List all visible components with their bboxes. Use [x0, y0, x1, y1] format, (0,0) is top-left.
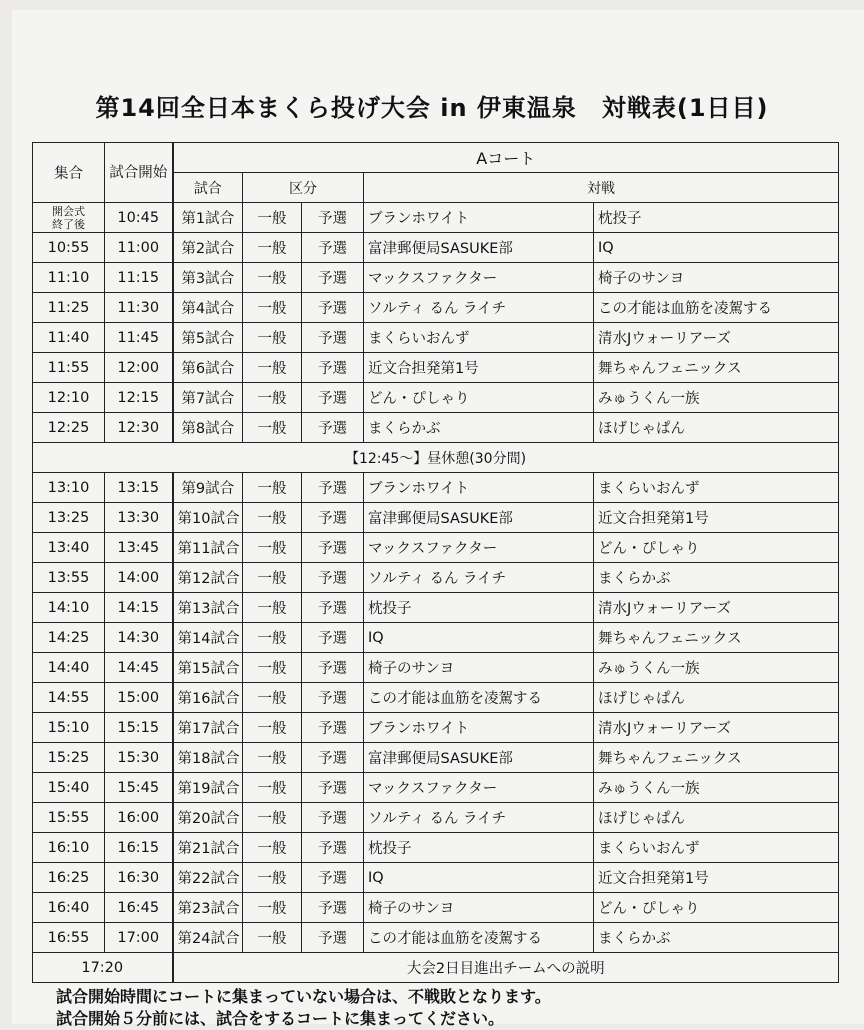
round: 予選 — [302, 203, 364, 233]
team-1: 富津郵便局SASUKE部 — [364, 503, 594, 533]
round: 予選 — [302, 233, 364, 263]
header-match: 試合 — [173, 173, 243, 203]
team-1: ブランホワイト — [364, 713, 594, 743]
gather-time: 15:40 — [33, 773, 105, 803]
closing-time: 17:20 — [33, 953, 173, 983]
start-time: 11:45 — [105, 323, 173, 353]
team-1: 近文合担発第1号 — [364, 353, 594, 383]
match-number: 第4試合 — [173, 293, 243, 323]
match-number: 第10試合 — [173, 503, 243, 533]
team-2: みゅうくん一族 — [594, 383, 839, 413]
round: 予選 — [302, 803, 364, 833]
gather-time: 14:10 — [33, 593, 105, 623]
team-1: この才能は血筋を凌駕する — [364, 923, 594, 953]
category: 一般 — [243, 803, 302, 833]
match-row — [33, 383, 839, 413]
match-row — [33, 503, 839, 533]
start-time: 13:45 — [105, 533, 173, 563]
team-2: ほげじゃぱん — [594, 413, 839, 443]
category: 一般 — [243, 353, 302, 383]
team-2: どん・ぴしゃり — [594, 533, 839, 563]
team-1: マックスファクター — [364, 773, 594, 803]
category: 一般 — [243, 593, 302, 623]
category: 一般 — [243, 233, 302, 263]
gather-time: 12:25 — [33, 413, 105, 443]
gather-time: 12:10 — [33, 383, 105, 413]
team-2: まくらかぶ — [594, 923, 839, 953]
gather-time: 14:25 — [33, 623, 105, 653]
afternoon-rows — [33, 473, 839, 953]
team-2: 舞ちゃんフェニックス — [594, 743, 839, 773]
match-row — [33, 263, 839, 293]
match-row — [33, 713, 839, 743]
match-row — [33, 893, 839, 923]
match-row — [33, 203, 839, 233]
team-2: 近文合担発第1号 — [594, 503, 839, 533]
match-row — [33, 803, 839, 833]
category: 一般 — [243, 623, 302, 653]
lunch-break-label: 【12:45～】昼休憩(30分間) — [33, 443, 839, 473]
start-time: 14:15 — [105, 593, 173, 623]
header-gather: 集合 — [33, 143, 105, 203]
category: 一般 — [243, 323, 302, 353]
team-1: マックスファクター — [364, 533, 594, 563]
match-number: 第23試合 — [173, 893, 243, 923]
start-time: 11:15 — [105, 263, 173, 293]
gather-time: 15:25 — [33, 743, 105, 773]
category: 一般 — [243, 683, 302, 713]
team-2: まくらかぶ — [594, 563, 839, 593]
closing-text: 大会2日目進出チームへの説明 — [173, 953, 839, 983]
team-2: 近文合担発第1号 — [594, 863, 839, 893]
match-number: 第7試合 — [173, 383, 243, 413]
team-1: 富津郵便局SASUKE部 — [364, 743, 594, 773]
match-number: 第24試合 — [173, 923, 243, 953]
gather-time: 10:55 — [33, 233, 105, 263]
match-number: 第13試合 — [173, 593, 243, 623]
gather-time: 14:55 — [33, 683, 105, 713]
match-row — [33, 233, 839, 263]
team-2: 枕投子 — [594, 203, 839, 233]
start-time: 16:00 — [105, 803, 173, 833]
gather-time: 13:25 — [33, 503, 105, 533]
gather-time: 16:55 — [33, 923, 105, 953]
gather-time: 16:10 — [33, 833, 105, 863]
match-number: 第9試合 — [173, 473, 243, 503]
gather-time: 11:40 — [33, 323, 105, 353]
category: 一般 — [243, 653, 302, 683]
round: 予選 — [302, 353, 364, 383]
round: 予選 — [302, 623, 364, 653]
match-number: 第14試合 — [173, 623, 243, 653]
category: 一般 — [243, 293, 302, 323]
gather-time: 15:55 — [33, 803, 105, 833]
lunch-break-row — [33, 443, 839, 473]
match-row — [33, 683, 839, 713]
schedule-table — [32, 142, 839, 983]
gather-time: 13:55 — [33, 563, 105, 593]
category: 一般 — [243, 863, 302, 893]
match-row — [33, 773, 839, 803]
category: 一般 — [243, 743, 302, 773]
round: 予選 — [302, 323, 364, 353]
team-1: ソルティ るん ライチ — [364, 293, 594, 323]
match-row — [33, 473, 839, 503]
team-2: みゅうくん一族 — [594, 773, 839, 803]
team-2: IQ — [594, 233, 839, 263]
team-1: IQ — [364, 623, 594, 653]
gather-time: 11:55 — [33, 353, 105, 383]
team-2: この才能は血筋を凌駕する — [594, 293, 839, 323]
team-2: 清水Jウォーリアーズ — [594, 593, 839, 623]
round: 予選 — [302, 773, 364, 803]
round: 予選 — [302, 923, 364, 953]
match-number: 第11試合 — [173, 533, 243, 563]
start-time: 10:45 — [105, 203, 173, 233]
category: 一般 — [243, 383, 302, 413]
round: 予選 — [302, 593, 364, 623]
start-time: 13:15 — [105, 473, 173, 503]
round: 予選 — [302, 833, 364, 863]
category: 一般 — [243, 203, 302, 233]
start-time: 12:00 — [105, 353, 173, 383]
team-2: 舞ちゃんフェニックス — [594, 623, 839, 653]
match-number: 第5試合 — [173, 323, 243, 353]
start-time: 17:00 — [105, 923, 173, 953]
team-1: まくらいおんず — [364, 323, 594, 353]
team-1: 椅子のサンヨ — [364, 653, 594, 683]
match-row — [33, 563, 839, 593]
start-time: 12:15 — [105, 383, 173, 413]
start-time: 13:30 — [105, 503, 173, 533]
round: 予選 — [302, 263, 364, 293]
match-number: 第17試合 — [173, 713, 243, 743]
start-time: 11:00 — [105, 233, 173, 263]
header-versus: 対戦 — [364, 173, 839, 203]
round: 予選 — [302, 713, 364, 743]
category: 一般 — [243, 923, 302, 953]
start-time: 15:30 — [105, 743, 173, 773]
morning-rows — [33, 203, 839, 443]
match-row — [33, 863, 839, 893]
match-row — [33, 323, 839, 353]
round: 予選 — [302, 743, 364, 773]
team-1: まくらかぶ — [364, 413, 594, 443]
team-2: 清水Jウォーリアーズ — [594, 713, 839, 743]
gather-time: 11:25 — [33, 293, 105, 323]
round: 予選 — [302, 413, 364, 443]
team-1: 富津郵便局SASUKE部 — [364, 233, 594, 263]
category: 一般 — [243, 713, 302, 743]
category: 一般 — [243, 503, 302, 533]
match-row — [33, 923, 839, 953]
gather-time: 16:25 — [33, 863, 105, 893]
category: 一般 — [243, 263, 302, 293]
start-time: 14:30 — [105, 623, 173, 653]
team-2: どん・ぴしゃり — [594, 893, 839, 923]
note-forfeit: 試合開始時間にコートに集まっていない場合は、不戦敗となります。 — [56, 987, 551, 1006]
match-number: 第20試合 — [173, 803, 243, 833]
team-1: ブランホワイト — [364, 203, 594, 233]
round: 予選 — [302, 293, 364, 323]
header-division: 区分 — [243, 173, 364, 203]
team-2: 清水Jウォーリアーズ — [594, 323, 839, 353]
gather-time: 11:10 — [33, 263, 105, 293]
match-number: 第16試合 — [173, 683, 243, 713]
match-number: 第18試合 — [173, 743, 243, 773]
team-1: この才能は血筋を凌駕する — [364, 683, 594, 713]
team-1: どん・ぴしゃり — [364, 383, 594, 413]
match-row — [33, 623, 839, 653]
match-row — [33, 593, 839, 623]
team-1: 枕投子 — [364, 833, 594, 863]
round: 予選 — [302, 473, 364, 503]
team-2: ほげじゃぱん — [594, 803, 839, 833]
gather-time: 開会式 終了後 — [33, 203, 105, 233]
match-row — [33, 833, 839, 863]
round: 予選 — [302, 563, 364, 593]
gather-time: 15:10 — [33, 713, 105, 743]
category: 一般 — [243, 533, 302, 563]
team-2: まくらいおんず — [594, 833, 839, 863]
header-start: 試合開始 — [105, 143, 173, 203]
start-time: 16:30 — [105, 863, 173, 893]
team-1: ソルティ るん ライチ — [364, 803, 594, 833]
start-time: 12:30 — [105, 413, 173, 443]
team-1: 枕投子 — [364, 593, 594, 623]
round: 予選 — [302, 653, 364, 683]
closing-row — [33, 953, 839, 983]
category: 一般 — [243, 563, 302, 593]
team-2: ほげじゃぱん — [594, 683, 839, 713]
start-time: 14:00 — [105, 563, 173, 593]
match-row — [33, 743, 839, 773]
team-1: ブランホワイト — [364, 473, 594, 503]
start-time: 16:15 — [105, 833, 173, 863]
team-1: マックスファクター — [364, 263, 594, 293]
team-1: IQ — [364, 863, 594, 893]
match-number: 第19試合 — [173, 773, 243, 803]
start-time: 15:45 — [105, 773, 173, 803]
round: 予選 — [302, 683, 364, 713]
match-number: 第21試合 — [173, 833, 243, 863]
start-time: 16:45 — [105, 893, 173, 923]
header-court: Aコート — [173, 143, 839, 173]
start-time: 15:00 — [105, 683, 173, 713]
gather-time: 13:40 — [33, 533, 105, 563]
match-row — [33, 533, 839, 563]
category: 一般 — [243, 833, 302, 863]
match-row — [33, 293, 839, 323]
round: 予選 — [302, 893, 364, 923]
team-1: 椅子のサンヨ — [364, 893, 594, 923]
match-number: 第12試合 — [173, 563, 243, 593]
team-2: 舞ちゃんフェニックス — [594, 353, 839, 383]
category: 一般 — [243, 473, 302, 503]
team-1: ソルティ るん ライチ — [364, 563, 594, 593]
page-title: 第14回全日本まくら投げ大会 in 伊東温泉 対戦表(1日目) — [95, 94, 769, 122]
match-number: 第3試合 — [173, 263, 243, 293]
match-row — [33, 353, 839, 383]
match-number: 第2試合 — [173, 233, 243, 263]
start-time: 15:15 — [105, 713, 173, 743]
start-time: 14:45 — [105, 653, 173, 683]
round: 予選 — [302, 383, 364, 413]
round: 予選 — [302, 503, 364, 533]
note-gather-early: 試合開始５分前には、試合をするコートに集まってください。 — [56, 1009, 505, 1028]
team-2: 椅子のサンヨ — [594, 263, 839, 293]
match-row — [33, 653, 839, 683]
match-number: 第22試合 — [173, 863, 243, 893]
team-2: まくらいおんず — [594, 473, 839, 503]
round: 予選 — [302, 533, 364, 563]
match-row — [33, 413, 839, 443]
notes-block — [56, 986, 551, 1030]
start-time: 11:30 — [105, 293, 173, 323]
gather-time: 13:10 — [33, 473, 105, 503]
gather-time: 16:40 — [33, 893, 105, 923]
category: 一般 — [243, 413, 302, 443]
match-number: 第6試合 — [173, 353, 243, 383]
round: 予選 — [302, 863, 364, 893]
match-number: 第1試合 — [173, 203, 243, 233]
category: 一般 — [243, 893, 302, 923]
match-number: 第8試合 — [173, 413, 243, 443]
gather-time: 14:40 — [33, 653, 105, 683]
category: 一般 — [243, 773, 302, 803]
team-2: みゅうくん一族 — [594, 653, 839, 683]
match-number: 第15試合 — [173, 653, 243, 683]
